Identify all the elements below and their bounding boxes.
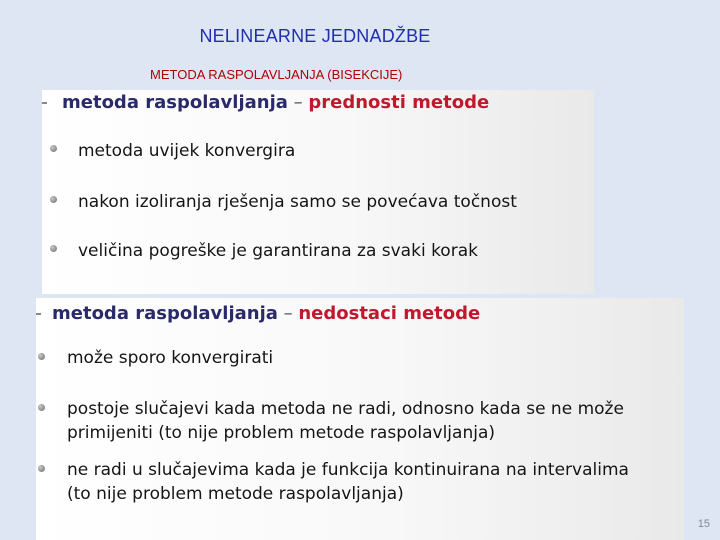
disadvantage-item-line: postoje slučajevi kada metoda ne radi, odnosno kada se ne može [67, 399, 624, 419]
bullet-icon [38, 404, 45, 411]
advantage-item: nakon izoliranja rješenja samo se povećava točnost [78, 192, 517, 212]
disadvantages-heading-topic: nedostaci metode [298, 303, 481, 324]
disadvantages-heading [52, 303, 480, 324]
bullet-icon [50, 245, 57, 252]
disadvantage-item [67, 460, 629, 505]
heading-dash [36, 313, 41, 315]
advantages-heading-topic: prednosti metode [308, 92, 490, 113]
disadvantages-heading-method: metoda raspolavljanja [52, 303, 278, 324]
bullet-icon [38, 465, 45, 472]
bullet-icon [38, 353, 45, 360]
advantages-heading-method: metoda raspolavljanja [62, 92, 288, 113]
disadvantages-heading-separator: – [277, 303, 299, 324]
disadvantage-item-line: (to nije problem metode raspolavljanja) [67, 484, 404, 504]
slide-subtitle: METODA RASPOLAVLJANJA (BISEKCIJE) [150, 67, 403, 82]
disadvantages-panel [36, 298, 684, 540]
heading-dash [42, 102, 47, 104]
page-number: 15 [697, 518, 710, 530]
disadvantage-item [67, 399, 624, 444]
slide-title: NELINEARNE JEDNADŽBE [199, 26, 431, 46]
bullet-icon [50, 196, 57, 203]
disadvantage-item-line: može sporo konvergirati [67, 348, 274, 368]
advantages-heading [62, 92, 489, 113]
disadvantage-item-line: ne radi u slučajevima kada je funkcija kontinuirana na intervalima [67, 460, 629, 480]
advantage-item: veličina pogreške je garantirana za svaki korak [78, 241, 478, 261]
advantage-item: metoda uvijek konvergira [78, 141, 296, 161]
advantages-heading-separator: – [287, 92, 309, 113]
advantages-panel [42, 90, 594, 294]
bullet-icon [50, 145, 57, 152]
disadvantage-item [67, 348, 273, 369]
disadvantage-item-line: primijeniti (to nije problem metode raspolavljanja) [67, 423, 495, 443]
